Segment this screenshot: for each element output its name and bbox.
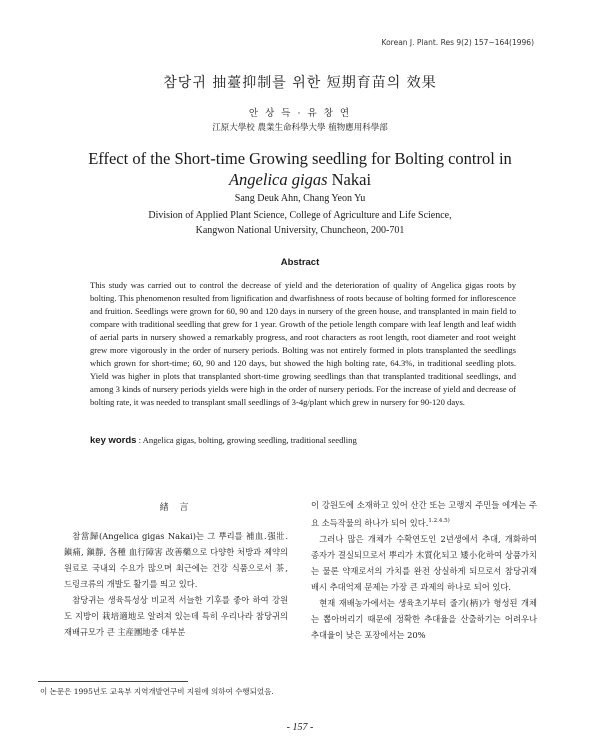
right-column bbox=[311, 497, 537, 643]
left-paragraph-1: 참當歸(Angelica gigas Nakai)는 그 뿌리를 補血.强壯. 鎭痛, 鎭靜, 各種 血行障害 改善藥으로 다양한 처방과 제약의 원료로 국내외 수요가 많으며 최근에는 건강 식품으로서 茶, 드링크류의 개발도 활기를 띄고 있다. bbox=[64, 531, 288, 589]
left-column bbox=[64, 500, 288, 640]
keywords-text: : Angelica gigas, bolting, growing seedling, traditional seedling bbox=[138, 435, 357, 445]
english-title-rest: Nakai bbox=[327, 170, 372, 189]
right-paragraph-0-text: 이 강원도에 소재하고 있어 산간 또는 고랭지 주민들 에게는 주요 소득작물의 하나가 되어 있다. bbox=[311, 500, 537, 528]
english-affiliation bbox=[0, 209, 600, 238]
keywords-label: key words bbox=[90, 435, 137, 446]
abstract-body bbox=[90, 279, 516, 409]
english-affiliation-line1: Division of Applied Plant Science, College of Agriculture and Life Science, bbox=[148, 210, 452, 221]
footnote: 이 논문은 1995년도 교육부 지역개발연구비 지원에 의하여 수행되었음. bbox=[40, 687, 274, 696]
english-title bbox=[0, 148, 600, 190]
korean-authors: 안 상 득 · 유 창 연 bbox=[248, 108, 352, 119]
left-paragraph-2: 참당귀는 생육특성상 비교적 서늘한 기후를 좋아 하여 강원도 지방이 栽培適地로 알려져 있는데 특히 우리나라 참당귀의 재배규모가 큰 主産團地중 대부분 bbox=[64, 595, 288, 637]
journal-reference: Korean J. Plant. Res 9(2) 157~164(1996) bbox=[381, 38, 534, 47]
korean-affiliation: 江原大學校 農業生命科學大學 植物應用科學部 bbox=[212, 123, 388, 133]
abstract-text: This study was carried out to control the decrease of yield and the deterioration of quality of Angelica gigas roots by bolting. This phenomenon resulted from lignification and dwarfishness of roots because of bolting formed for inflorescence and fruition. Seedlings were grown for 60, 90 and 120 days in nursery of the green house, and transplanted in main field to compare with traditional seedling that grew for 1 year. Growth of the petiole length compare with leaf length and leaf width of aerial parts in nursery showed a remarkably progress, and root characters as root length, root diameter and root weight grew more vigorously in the order of nursery periods. Bolting was not entirely formed in plots transplanted the seedlings which grown for short-time; 60, 90 and 120 days, but showed the high bolting rate, 64.3%, in traditional seedling plots. Yield was higher in plots that transplanted short-time growing seedlings than that transplanted traditional seedlings, and among 3 kinds of nursery periods yields were high in the order of nursery periods. For the increase of yield and decrease of bolting rate, it was needed to transplant small seedlings of 3-4g/plant which grew in nursery for 90-120 days. bbox=[90, 280, 516, 407]
english-authors: Sang Deuk Ahn, Chang Yeon Yu bbox=[234, 193, 366, 204]
citation-marker: 1.2.4.5) bbox=[428, 518, 450, 524]
keywords-line bbox=[90, 435, 530, 446]
right-paragraph-2: 현재 재배농가에서는 생육초기부터 줄기(柄)가 형성된 개체는 뽑아버리기 때문에 정확한 추대율을 산출하기는 어려우나 추대율이 낮은 포장에서는 20% bbox=[311, 597, 537, 640]
intro-heading: 緖 言 bbox=[159, 503, 193, 513]
footnote-divider bbox=[38, 681, 188, 682]
right-paragraph-0 bbox=[311, 497, 537, 531]
english-title-line2 bbox=[0, 169, 600, 190]
english-title-line1: Effect of the Short-time Growing seedling for Bolting control in bbox=[88, 149, 512, 168]
right-paragraph-1: 그러나 많은 개체가 수확연도인 2년생에서 추대, 개화하여 종자가 결실되므로서 뿌리가 木質化되고 矮小化하여 상품가치는 물론 약재로서의 가치를 완전 상실하게 되므로서 참당귀재배시 추대억제 문제는 가장 큰 과제의 하나로 되어 있다. bbox=[311, 533, 537, 592]
english-title-species: Angelica gigas bbox=[228, 170, 328, 189]
english-affiliation-line2: Kangwon National University, Chuncheon, 200-701 bbox=[195, 224, 405, 236]
korean-title: 참당귀 抽薹抑制를 위한 短期育苗의 效果 bbox=[163, 75, 437, 91]
abstract-heading: Abstract bbox=[280, 257, 320, 268]
page-number: - 157 - bbox=[286, 722, 314, 733]
